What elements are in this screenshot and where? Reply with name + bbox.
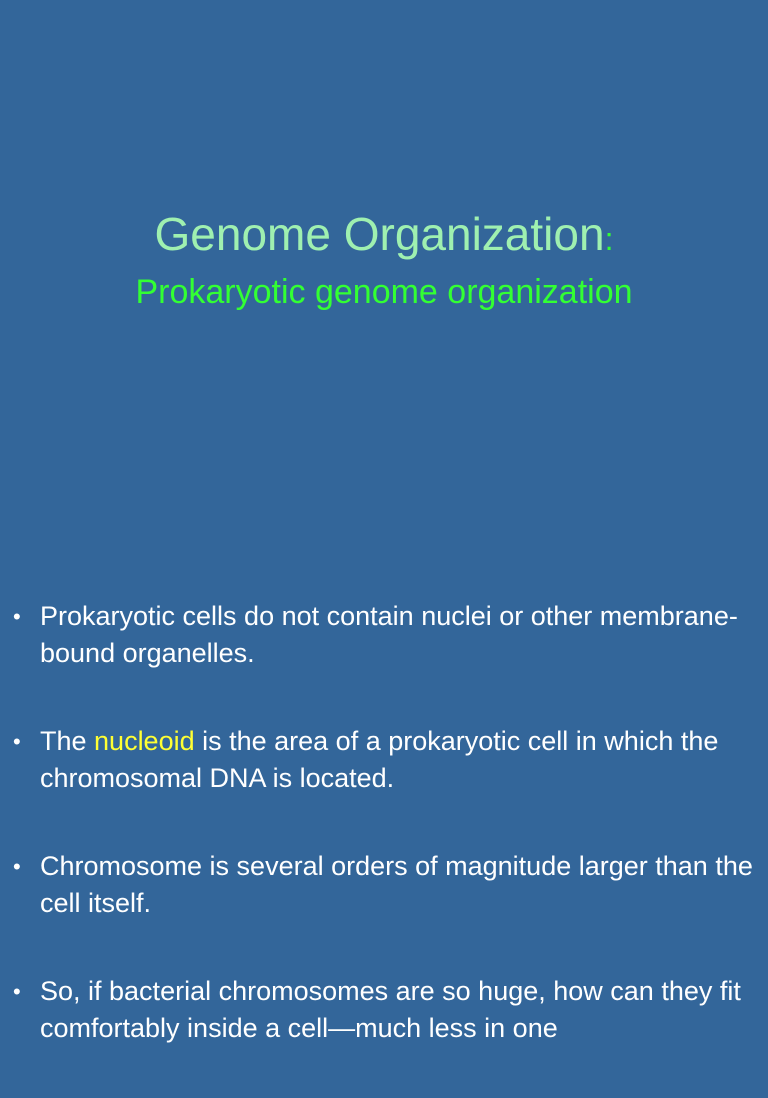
- slide-title-text: Genome Organization: [154, 208, 605, 260]
- bullet-marker: •: [13, 729, 21, 754]
- bullet-text-after: is the area of a prokaryotic cell in which the chromosomal DNA is located.: [40, 726, 719, 793]
- bullet-marker: •: [13, 604, 21, 629]
- bullet-list: [0, 598, 768, 1098]
- highlighted-term: nucleoid: [94, 726, 195, 756]
- slide-title: [0, 204, 768, 269]
- bullet-marker: •: [13, 979, 21, 1004]
- bullet-item: [0, 973, 768, 1047]
- bullet-text: Prokaryotic cells do not contain nuclei or other membrane-bound organelles.: [40, 601, 738, 668]
- bullet-marker: •: [13, 854, 21, 879]
- bullet-item: [0, 848, 768, 922]
- bullet-item: [0, 723, 768, 797]
- slide-title-colon: :: [604, 221, 614, 257]
- bullet-text: So, if bacterial chromosomes are so huge, how can they fit comfortably inside a cell—much less in one: [40, 976, 741, 1043]
- bullet-text-before: The: [40, 726, 95, 756]
- slide-subtitle: Prokaryotic genome organization: [135, 273, 633, 311]
- bullet-text: Chromosome is several orders of magnitude larger than the cell itself.: [40, 851, 753, 918]
- bullet-item: [0, 598, 768, 672]
